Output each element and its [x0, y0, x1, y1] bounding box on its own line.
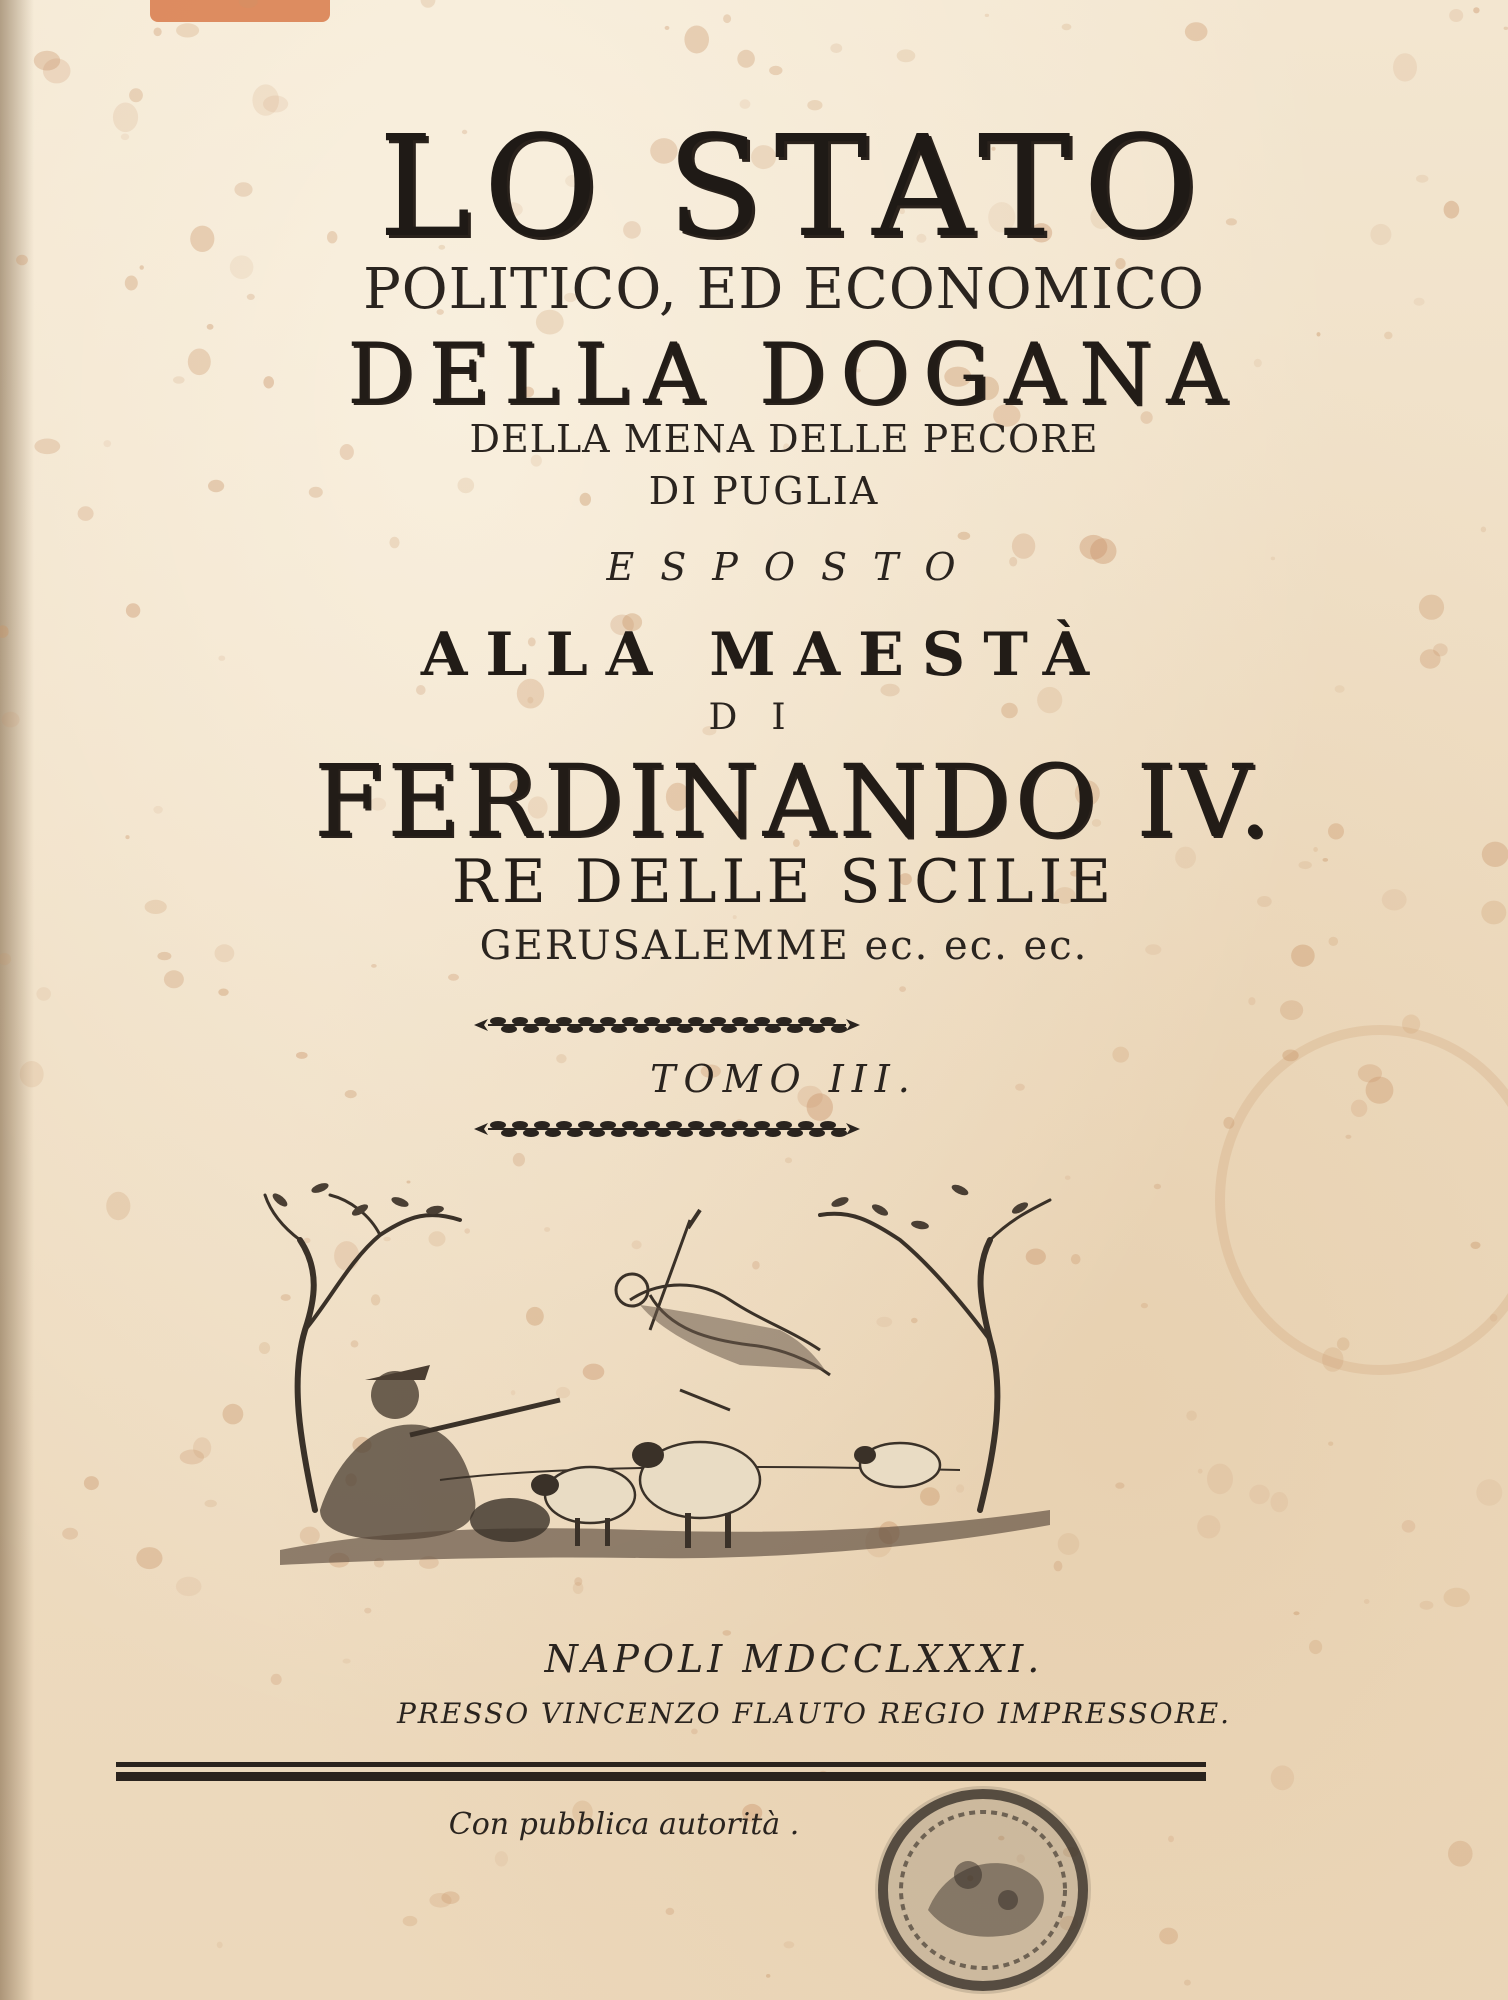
- monarch-title: RE DELLE SICILIE: [451, 847, 1117, 917]
- foxing-spot: [43, 58, 71, 83]
- imprint-printer: PRESSO VINCENZO FLAUTO REGIO IMPRESSORE.: [396, 1697, 1232, 1730]
- foxing-spot: [1481, 527, 1486, 533]
- foxing-spot: [217, 1942, 223, 1949]
- foxing-spot: [1207, 1464, 1233, 1495]
- foxing-spot: [1473, 7, 1479, 13]
- foxing-spot: [785, 1157, 792, 1163]
- library-seal-icon: [868, 1770, 1098, 2000]
- foxing-spot: [1197, 1515, 1220, 1538]
- foxing-spot: [223, 1404, 244, 1425]
- authority-note: Con pubblica autorità .: [448, 1807, 800, 1842]
- book-subheading: DELLA MENA DELLE PECORE: [469, 417, 1099, 461]
- imprint-place-date: NAPOLI MDCCLXXXI.: [544, 1637, 1044, 1681]
- foxing-spot: [1402, 1015, 1420, 1034]
- foxing-spot: [1062, 24, 1072, 31]
- foxing-spot: [1058, 1533, 1080, 1555]
- foxing-spot: [1448, 1841, 1473, 1867]
- foxing-spot: [1115, 1482, 1124, 1488]
- foxing-spot: [513, 1153, 525, 1167]
- foxing-spot: [389, 537, 399, 549]
- dedication-line: ALLA MAESTÀ: [420, 620, 1108, 690]
- foxing-spot: [403, 1916, 418, 1926]
- foxing-spot: [1351, 1100, 1367, 1117]
- foxing-spot: [421, 0, 436, 8]
- foxing-spot: [193, 1437, 211, 1458]
- foxing-spot: [207, 324, 214, 330]
- foxing-spot: [1504, 27, 1508, 30]
- foxing-spot: [899, 986, 906, 992]
- foxing-spot: [218, 989, 228, 996]
- foxing-spot: [784, 1941, 795, 1948]
- foxing-spot: [1159, 1928, 1178, 1945]
- foxing-spot: [1393, 53, 1417, 81]
- foxing-spot: [176, 1577, 202, 1596]
- foxing-spot: [958, 532, 971, 540]
- monarch-name: FERDINANDO IV.: [313, 743, 1275, 860]
- foxing-spot: [1471, 1242, 1481, 1249]
- foxing-spot: [448, 974, 459, 981]
- foxing-spot: [154, 28, 162, 37]
- foxing-spot: [1249, 1485, 1269, 1505]
- foxing-spot: [495, 1851, 508, 1866]
- book-subtitle: POLITICO, ED ECONOMICO: [363, 257, 1205, 322]
- book-region: DI PUGLIA: [648, 469, 880, 513]
- leaf-garland-icon: [474, 1118, 860, 1140]
- foxing-spot: [205, 1500, 217, 1508]
- foxing-spot: [1402, 1520, 1416, 1533]
- foxing-spot: [985, 14, 989, 17]
- foxing-spot: [106, 1192, 130, 1220]
- foxing-spot: [1444, 1588, 1470, 1607]
- corner-stamp-mark: [150, 0, 330, 22]
- foxing-spot: [769, 66, 782, 75]
- foxing-spot: [263, 96, 288, 113]
- foxing-spot: [1141, 1303, 1148, 1308]
- exposition-line: ESPOSTO: [606, 545, 982, 589]
- foxing-spot: [296, 1052, 308, 1059]
- foxing-spot: [441, 1891, 459, 1904]
- foxing-spot: [1449, 9, 1463, 22]
- foxing-spot: [737, 50, 755, 68]
- foxing-spot: [1271, 1765, 1294, 1790]
- foxing-spot: [129, 88, 143, 102]
- foxing-spot: [766, 1974, 770, 1978]
- foxing-spot: [1420, 1601, 1434, 1610]
- book-title: LO STATO: [378, 106, 1210, 269]
- foxing-spot: [1271, 1492, 1289, 1512]
- pastoral-engraving-icon: [260, 1180, 1060, 1580]
- foxing-spot: [84, 1476, 99, 1490]
- foxing-spot: [136, 1547, 162, 1569]
- foxing-spot: [1335, 685, 1345, 692]
- foxing-spot: [164, 970, 184, 988]
- foxing-spot: [897, 49, 916, 62]
- foxing-spot: [1248, 997, 1255, 1005]
- foxing-spot: [1184, 1980, 1191, 1986]
- foxing-spot: [1154, 1184, 1161, 1189]
- foxing-spot: [1280, 1000, 1303, 1020]
- foxing-spot: [1328, 1442, 1333, 1446]
- foxing-spot: [1186, 1411, 1197, 1421]
- foxing-spot: [573, 1582, 584, 1594]
- imprint-rule-thin: [116, 1762, 1206, 1767]
- foxing-spot: [364, 1608, 371, 1614]
- foxing-spot: [1419, 595, 1444, 620]
- foxing-spot: [1185, 22, 1208, 41]
- foxing-spot: [665, 26, 670, 30]
- foxing-spot: [1490, 1314, 1498, 1322]
- foxing-spot: [684, 26, 709, 54]
- foxing-spot: [1065, 1176, 1071, 1180]
- foxing-spot: [1364, 1599, 1370, 1604]
- foxing-spot: [34, 51, 60, 71]
- foxing-spot: [830, 43, 842, 53]
- foxing-spot: [1322, 1347, 1343, 1372]
- foxing-spot: [1198, 1469, 1203, 1474]
- foxing-spot: [723, 14, 731, 23]
- monarch-title-2: GERUSALEMME ec. ec. ec.: [479, 923, 1089, 969]
- foxing-spot: [1337, 1337, 1350, 1350]
- foxing-spot: [1223, 1117, 1234, 1129]
- foxing-spot: [429, 1893, 451, 1908]
- foxing-spot: [1476, 1479, 1502, 1505]
- foxing-spot: [62, 1528, 78, 1540]
- foxing-spot: [1293, 1611, 1299, 1615]
- leaf-garland-icon: [474, 1014, 860, 1036]
- foxing-spot: [176, 23, 199, 37]
- foxing-spot: [36, 987, 51, 1001]
- foxing-spot: [1071, 1254, 1081, 1264]
- dedication-of-line: DI: [708, 697, 820, 738]
- book-heading: DELLA DOGANA: [347, 325, 1241, 423]
- foxing-spot: [723, 1630, 732, 1636]
- foxing-spot: [666, 1908, 675, 1915]
- foxing-spot: [126, 603, 140, 617]
- foxing-spot: [252, 84, 279, 115]
- foxing-spot: [180, 1450, 204, 1465]
- volume-number: TOMO III.: [650, 1057, 918, 1101]
- foxing-spot: [1345, 1135, 1351, 1139]
